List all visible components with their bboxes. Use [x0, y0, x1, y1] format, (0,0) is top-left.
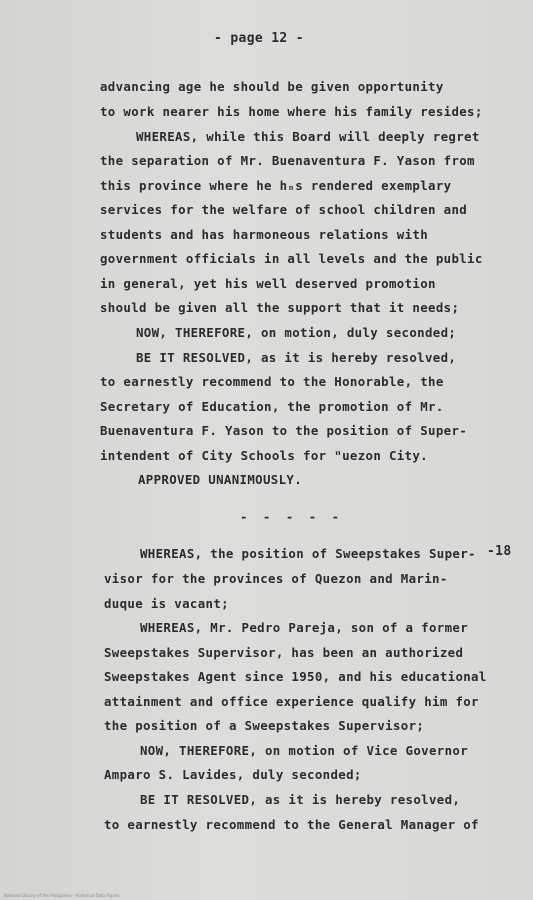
- text-line: Secretary of Education, the promotion of Mr.: [100, 399, 444, 414]
- text-line: Buenaventura F. Yason to the position of Super-: [100, 423, 468, 438]
- text-line: attainment and office experience qualify him for: [104, 694, 479, 709]
- text-line: WHEREAS, while this Board will deeply regret: [136, 129, 480, 144]
- text-line: duque is vacant;: [104, 596, 229, 611]
- text-line: this province where he hₙs rendered exemplary: [100, 178, 452, 193]
- text-line: advancing age he should be given opportunity: [100, 79, 444, 94]
- text-line: government officials in all levels and the public: [100, 251, 483, 266]
- margin-number: -18: [487, 544, 512, 559]
- text-line: Amparo S. Lavides, duly seconded;: [104, 767, 362, 782]
- text-line: WHEREAS, Mr. Pedro Pareja, son of a former: [140, 620, 469, 635]
- section-separator: - - - - -: [240, 509, 344, 524]
- text-line: the position of a Sweepstakes Supervisor;: [104, 718, 425, 733]
- text-line: Sweepstakes Agent since 1950, and his educational: [104, 669, 487, 684]
- text-line: the separation of Mr. Buenaventura F. Yason from: [100, 153, 475, 168]
- text-line: NOW, THEREFORE, on motion, duly seconded;: [136, 325, 457, 340]
- text-line: should be given all the support that it needs;: [100, 300, 460, 315]
- text-line: NOW, THEREFORE, on motion of Vice Governor: [140, 743, 469, 758]
- page-number: - page 12 -: [214, 31, 304, 46]
- text-line: to earnestly recommend to the Honorable, the: [100, 374, 444, 389]
- text-line: intendent of City Schools for ʺuezon City.: [100, 448, 428, 463]
- approval-line: APPROVED UNANIMOUSLY.: [138, 472, 303, 487]
- text-line: to work nearer his home where his family resides;: [100, 104, 483, 119]
- text-line: Sweepstakes Supervisor, has been an authorized: [104, 645, 464, 660]
- text-line: BE IT RESOLVED, as it is hereby resolved,: [140, 792, 461, 807]
- text-line: WHEREAS, the position of Sweepstakes Super-: [140, 546, 476, 561]
- text-line: BE IT RESOLVED, as it is hereby resolved,: [136, 350, 457, 365]
- text-line: visor for the provinces of Quezon and Marin-: [104, 571, 448, 586]
- text-line: services for the welfare of school children and: [100, 202, 468, 217]
- scan-footer: National Library of the Philippines · Historical Data Papers: [4, 893, 120, 898]
- text-line: to earnestly recommend to the General Manager of: [104, 817, 479, 832]
- text-line: in general, yet his well deserved promotion: [100, 276, 436, 291]
- text-line: students and has harmoneous relations with: [100, 227, 429, 242]
